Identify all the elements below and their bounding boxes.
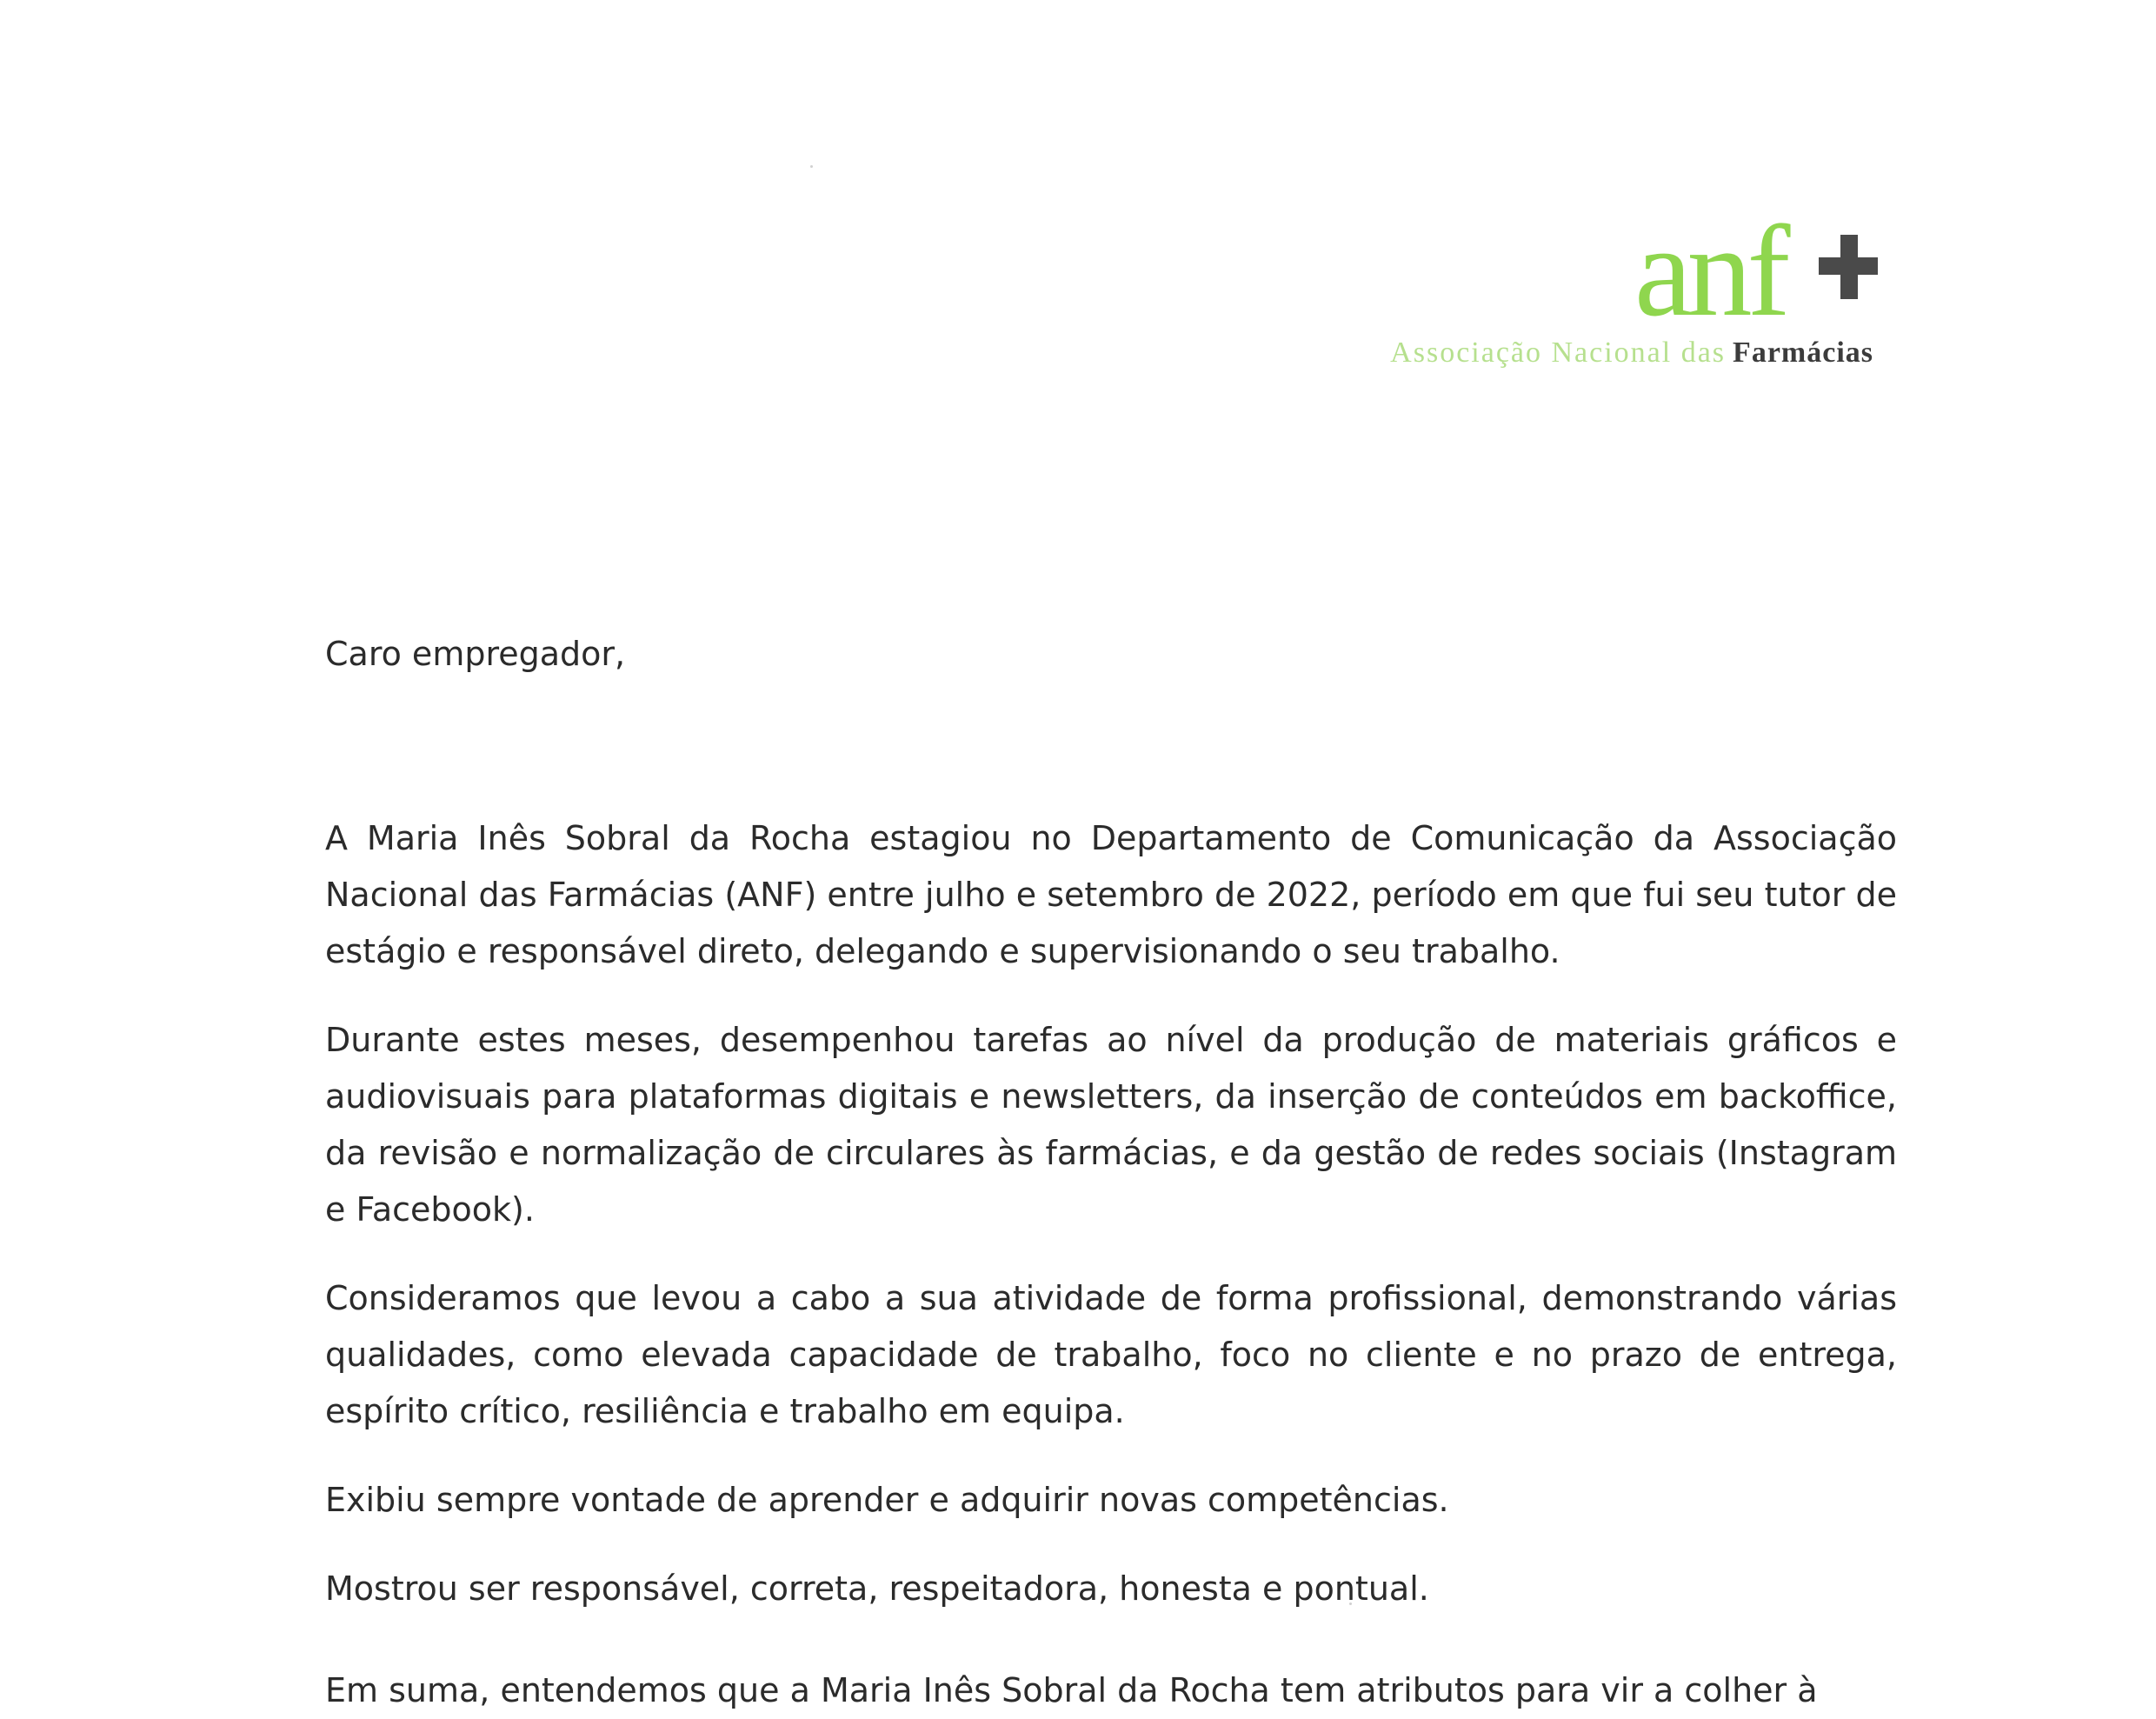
paragraph-qualities: Consideramos que levou a cabo a sua atividade de forma profissional, demonstrando várias qualidades, como elevada capacidade de trabalho, foco no cliente e no prazo de entrega, espírito crítico, resiliência e trabalho em equipa. <box>325 1279 1897 1430</box>
anf-logo <box>1391 209 1913 383</box>
plus-cross-icon <box>1819 235 1878 299</box>
scan-speck <box>810 165 813 168</box>
paragraph-learning: Exibiu sempre vontade de aprender e adquirir novas competências. <box>325 1481 1449 1519</box>
letter-body <box>325 810 1897 1617</box>
salutation: Caro empregador, <box>325 635 626 673</box>
logo-subtitle-pharmacies: Farmácias <box>1733 336 1873 369</box>
logo-subtitle <box>1390 336 1873 370</box>
anf-logo-mark <box>1634 209 1895 330</box>
paragraph-character: Mostrou ser responsável, correta, respeitadora, honesta e pontual. <box>325 1569 1429 1608</box>
paragraph-tasks: Durante estes meses, desempenhou tarefas ao nível da produção de materiais gráficos e audiovisuais para plataformas digitais e newsletters, da inserção de conteúdos em backoffice, da revisão e normalização de circulares às farmácias, e da gestão de redes sociais (Instagram e Facebook). <box>325 1021 1897 1229</box>
paragraph-internship: A Maria Inês Sobral da Rocha estagiou no Departamento de Comunicação da Associação Nacional das Farmácias (ANF) entre julho e setembro de 2022, período em que fui seu tutor de estágio e responsável direto, delegando e supervisionando o seu trabalho. <box>325 819 1897 970</box>
logo-subtitle-association: Associação Nacional das <box>1390 336 1727 369</box>
logo-wordmark: anf <box>1634 209 1786 330</box>
paragraph-summary-cutoff: Em suma, entendemos que a Maria Inês Sobral da Rocha tem atributos para vir a colher à <box>325 1671 1818 1709</box>
